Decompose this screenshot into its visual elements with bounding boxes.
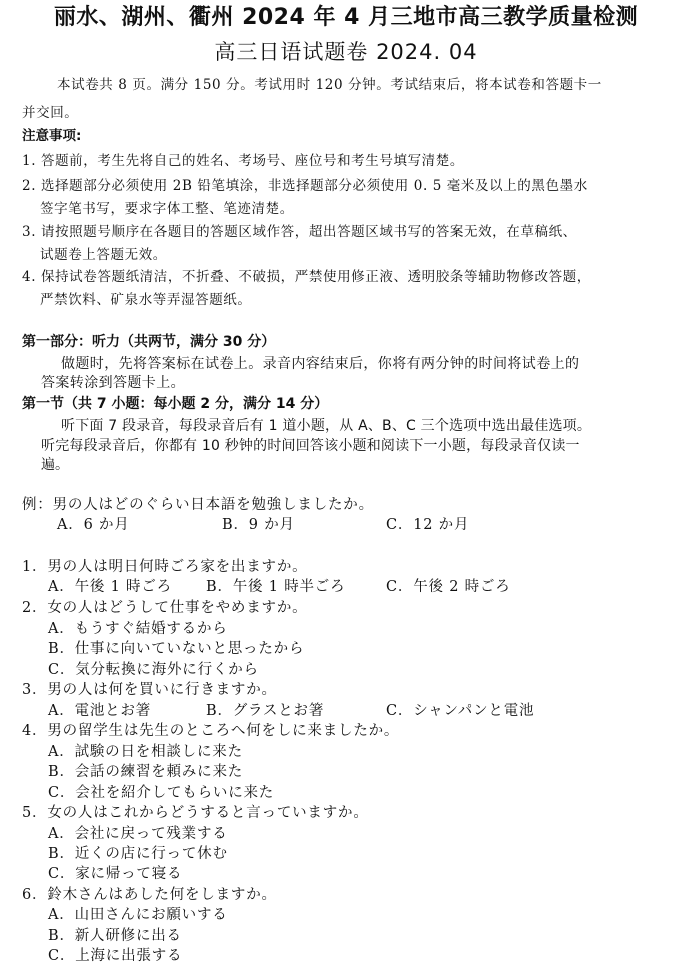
example-question: 例：男の人はどのぐらい日本語を勉強しましたか。 bbox=[22, 497, 374, 513]
notice-item-4-line-2: 严禁饮料、矿泉水等弄湿答题纸。 bbox=[40, 292, 252, 308]
question-5-option-b: B．近くの店に行って休む bbox=[48, 846, 228, 862]
question-3-option-a: A．電池とお箸 bbox=[48, 703, 152, 719]
section1-instruction-line-1: 听下面 7 段录音，每段录音后有 1 道小题，从 A、B、C 三个选项中选出最佳选项。 bbox=[61, 418, 592, 434]
notice-item-4-line-1: 4. 保持试卷答题纸清洁，不折叠、不破损，严禁使用修正液、透明胶条等辅助物修改答题， bbox=[22, 269, 591, 285]
question-6-option-a: A．山田さんにお願いする bbox=[48, 907, 228, 923]
question-1-option-c: C．午後 2 時ごろ bbox=[386, 579, 511, 595]
question-3-option-b: B．グラスとお箸 bbox=[206, 703, 325, 719]
question-1-option-b: B．午後 1 時半ごろ bbox=[206, 579, 346, 595]
notice-item-2-line-1: 2. 选择题部分必须使用 2B 铅笔填涂，非选择题部分必须使用 0. 5 毫米及以上的黑色墨水 bbox=[22, 178, 588, 194]
notice-item-3-line-1: 3. 请按照题号顺序在各题目的答题区域作答，超出答题区域书写的答案无效，在草稿纸、 bbox=[22, 224, 577, 240]
example-option-a: A．6 か月 bbox=[57, 517, 130, 533]
question-6: 6．鈴木さんはあした何をしますか。 bbox=[22, 887, 277, 903]
question-2-option-c: C．気分転換に海外に行くから bbox=[48, 662, 259, 678]
intro-line-2: 并交回。 bbox=[22, 105, 79, 121]
question-4: 4．男の留学生は先生のところへ何をしに来ましたか。 bbox=[22, 723, 400, 739]
notice-item-2-line-2: 签字笔书写，要求字体工整、笔迹清楚。 bbox=[40, 201, 294, 217]
question-4-option-a: A．試験の日を相談しに来た bbox=[48, 744, 243, 760]
question-2-option-b: B．仕事に向いていないと思ったから bbox=[48, 641, 305, 657]
question-1: 1．男の人は明日何時ごろ家を出ますか。 bbox=[22, 559, 308, 575]
exam-title: 丽水、湖州、衢州 2024 年 4 月三地市高三教学质量检测 bbox=[53, 5, 639, 30]
question-3-option-c: C．シャンパンと電池 bbox=[386, 703, 535, 719]
example-option-b: B．9 か月 bbox=[222, 517, 295, 533]
question-4-option-c: C．会社を紹介してもらいに来た bbox=[48, 785, 275, 801]
question-2: 2．女の人はどうして仕事をやめますか。 bbox=[22, 600, 308, 616]
part1-heading: 第一部分：听力（共两节，满分 30 分） bbox=[22, 334, 276, 350]
part1-instruction-line-1: 做题时，先将答案标在试卷上。录音内容结束后，你将有两分钟的时间将试卷上的 bbox=[61, 356, 580, 372]
notice-item-3-line-2: 试题卷上答题无效。 bbox=[40, 247, 167, 263]
notice-item-1: 1. 答题前，考生先将自己的姓名、考场号、座位号和考生号填写清楚。 bbox=[22, 153, 464, 169]
section1-instruction-line-3: 遍。 bbox=[41, 457, 69, 473]
question-6-option-c: C．上海に出張する bbox=[48, 948, 183, 964]
question-6-option-b: B．新人研修に出る bbox=[48, 928, 182, 944]
question-1-option-a: A．午後 1 時ごろ bbox=[48, 579, 172, 595]
section1-heading: 第一节（共 7 小题：每小题 2 分，满分 14 分） bbox=[22, 396, 329, 412]
question-2-option-a: A．もうすぐ結婚するから bbox=[48, 621, 228, 637]
question-4-option-b: B．会話の練習を頼みに来た bbox=[48, 764, 244, 780]
question-3: 3．男の人は何を買いに行きますか。 bbox=[22, 682, 277, 698]
example-option-c: C．12 か月 bbox=[386, 517, 470, 533]
exam-subtitle: 高三日语试题卷 2024. 04 bbox=[214, 40, 478, 64]
intro-line-1: 本试卷共 8 页。满分 150 分。考试用时 120 分钟。考试结束后，将本试卷和答题卡一 bbox=[57, 77, 602, 93]
section1-instruction-line-2: 听完每段录音后，你都有 10 秒钟的时间回答该小题和阅读下一小题，每段录音仅读一 bbox=[41, 438, 580, 454]
notice-heading: 注意事项: bbox=[22, 128, 82, 144]
question-5: 5．女の人はこれからどうすると言っていますか。 bbox=[22, 805, 369, 821]
part1-instruction-line-2: 答案转涂到答题卡上。 bbox=[41, 375, 185, 391]
question-5-option-c: C．家に帰って寝る bbox=[48, 866, 183, 882]
question-5-option-a: A．会社に戻って残業する bbox=[48, 826, 228, 842]
